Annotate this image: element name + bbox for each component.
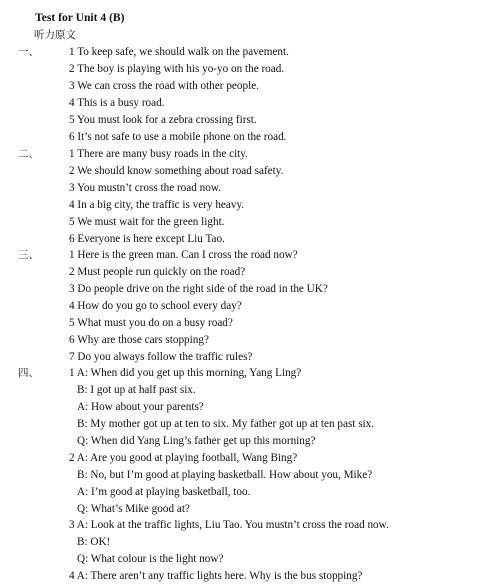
dialogue-line: 2 A: Are you good at playing football, Wang Bing? <box>69 452 298 464</box>
document-title: Test for Unit 4 (B) <box>35 11 125 24</box>
listening-line: 6 It’s not safe to use a mobile phone on the road. <box>69 131 287 143</box>
listening-line: 3 You mustn’t cross the road now. <box>69 182 221 194</box>
listening-line: 3 We can cross the road with other people. <box>69 80 259 92</box>
dialogue-line: A: I’m good at playing basketball, too. <box>77 486 251 498</box>
listening-line: 2 The boy is playing with his yo-yo on the road. <box>69 63 285 75</box>
listening-line: 4 How do you go to school every day? <box>69 300 242 312</box>
listening-line: 6 Why are those cars stopping? <box>69 334 209 346</box>
listening-line: 1 There are many busy roads in the city. <box>69 148 248 160</box>
listening-line: 5 You must look for a zebra crossing first. <box>69 114 257 126</box>
dialogue-line: 4 A: There aren’t any traffic lights here. Why is the bus stopping? <box>69 570 363 582</box>
section-marker: 四、 <box>18 367 39 379</box>
dialogue-line: B: No, but I’m good at playing basketball. How about you, Mike? <box>77 469 373 481</box>
dialogue-line: Q: When did Yang Ling’s father get up this morning? <box>77 435 316 447</box>
dialogue-line: Q: What’s Mike good at? <box>77 503 190 515</box>
listening-line: 5 We must wait for the green light. <box>69 216 225 228</box>
dialogue-line: Q: What colour is the light now? <box>77 553 224 565</box>
section-marker: 三、 <box>18 249 39 261</box>
section-marker: 一、 <box>18 46 39 58</box>
listening-line: 2 We should know something about road safety. <box>69 165 284 177</box>
listening-line: 4 This is a busy road. <box>69 97 165 109</box>
dialogue-line: 3 A: Look at the traffic lights, Liu Tao. You mustn’t cross the road now. <box>69 519 389 531</box>
listening-line: 4 In a big city, the traffic is very heavy. <box>69 199 245 211</box>
listening-line: 3 Do people drive on the right side of the road in the UK? <box>69 283 328 295</box>
dialogue-line: B: I got up at half past six. <box>77 384 196 396</box>
listening-line: 2 Must people run quickly on the road? <box>69 266 246 278</box>
listening-line: 1 Here is the green man. Can I cross the road now? <box>69 249 298 261</box>
dialogue-line: A: How about your parents? <box>77 401 204 413</box>
dialogue-line: B: My mother got up at ten to six. My father got up at ten past six. <box>77 418 375 430</box>
document-subtitle: 听力原文 <box>34 29 76 41</box>
listening-line: 1 To keep safe, we should walk on the pavement. <box>69 46 289 58</box>
listening-line: 6 Everyone is here except Liu Tao. <box>69 233 225 245</box>
section-marker: 二、 <box>18 148 39 160</box>
dialogue-line: 1 A: When did you get up this morning, Yang Ling? <box>69 367 302 379</box>
dialogue-line: B: OK! <box>77 536 111 548</box>
listening-line: 5 What must you do on a busy road? <box>69 317 233 329</box>
listening-line: 7 Do you always follow the traffic rules? <box>69 351 253 363</box>
